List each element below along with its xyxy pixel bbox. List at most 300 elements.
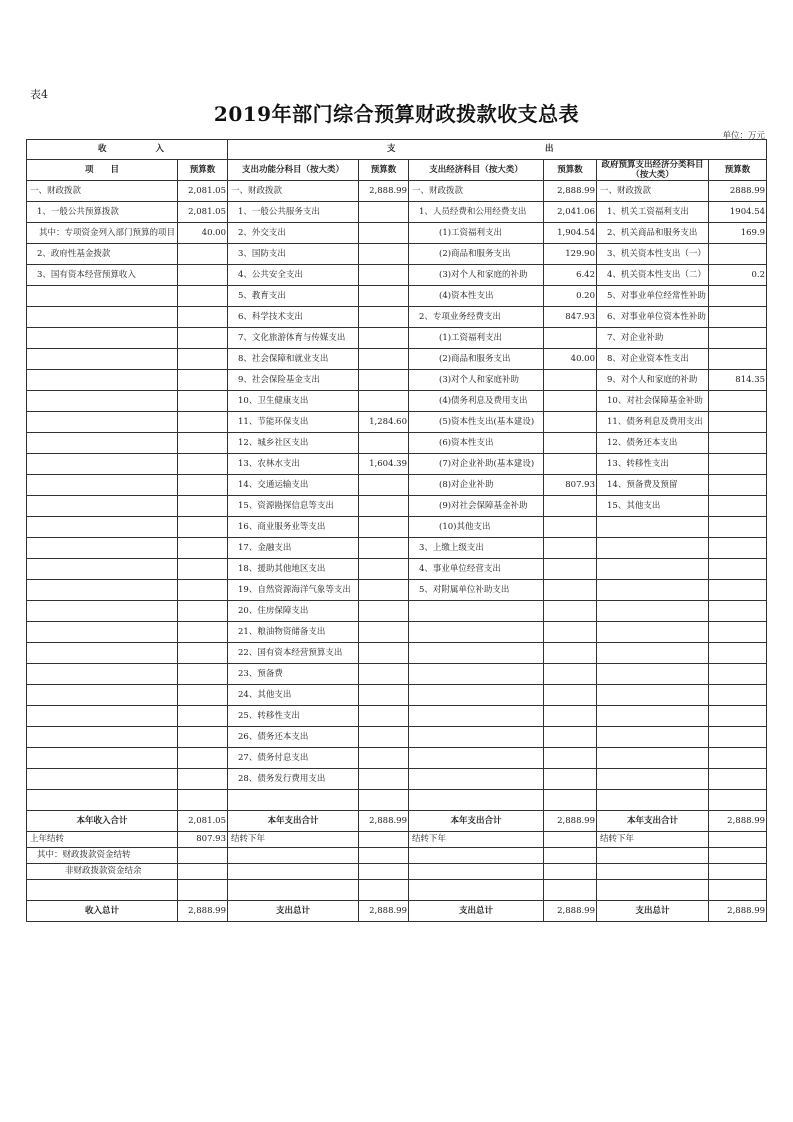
gov-item: 11、债务利息及费用支出 [597,412,709,433]
carry-income-item: 非财政拨款资金结余 [27,864,178,880]
func-value [359,265,409,286]
gov-value [709,790,767,811]
col-header-budget: 预算数 [544,160,597,181]
func-item: 20、住房保障支出 [228,601,359,622]
income-value [178,433,228,454]
income-item [27,643,178,664]
func-value [359,433,409,454]
col-header-budget: 预算数 [178,160,228,181]
carry-func-value [359,864,409,880]
gov-item: 8、对企业资本性支出 [597,349,709,370]
income-value [178,370,228,391]
gov-value: 0.2 [709,265,767,286]
econ-item: (8)对企业补助 [409,475,544,496]
income-value [178,454,228,475]
econ-value [544,559,597,580]
gov-item: 14、预备费及预留 [597,475,709,496]
econ-item [409,748,544,769]
econ-item: (9)对社会保障基金补助 [409,496,544,517]
table-row [27,580,767,601]
gov-value: 169.9 [709,223,767,244]
econ-value: 129.90 [544,244,597,265]
carry-gov-item [597,848,709,864]
income-value [178,706,228,727]
income-value: 2,081.05 [178,202,228,223]
income-value [178,307,228,328]
income-value [178,412,228,433]
gov-item [597,706,709,727]
func-value [359,223,409,244]
econ-value [544,433,597,454]
gov-item [597,727,709,748]
income-item [27,433,178,454]
carry-income-value: 807.93 [178,832,228,848]
func-item: 13、农林水支出 [228,454,359,475]
econ-item [409,643,544,664]
income-item [27,286,178,307]
income-item [27,727,178,748]
income-item [27,496,178,517]
gov-item [597,601,709,622]
income-value [178,559,228,580]
func-item: 10、卫生健康支出 [228,391,359,412]
gov-item: 2、机关商品和服务支出 [597,223,709,244]
income-item [27,769,178,790]
econ-value [544,538,597,559]
table-row [27,391,767,412]
income-value [178,769,228,790]
econ-value [544,664,597,685]
income-value [178,349,228,370]
econ-value [544,601,597,622]
econ-item [409,706,544,727]
blank-cell [597,880,709,901]
income-item [27,601,178,622]
econ-item: (2)商品和服务支出 [409,349,544,370]
income-value [178,580,228,601]
econ-item [409,685,544,706]
gov-value [709,391,767,412]
func-item: 4、公共安全支出 [228,265,359,286]
header-row-1 [27,140,767,160]
func-total-label: 支出总计 [228,901,359,922]
econ-item: (7)对企业补助(基本建设) [409,454,544,475]
gov-item: 1、机关工资福利支出 [597,202,709,223]
carry-row [27,832,767,848]
func-value [359,580,409,601]
carry-income-value [178,848,228,864]
col-header-budget: 预算数 [359,160,409,181]
income-value [178,601,228,622]
income-total-label: 本年收入合计 [27,811,178,832]
econ-value [544,412,597,433]
econ-value [544,454,597,475]
table-row [27,286,767,307]
table-row [27,664,767,685]
gov-value [709,559,767,580]
income-total-value: 2,888.99 [178,901,228,922]
carry-func-value [359,832,409,848]
func-item: 15、资源勘探信息等支出 [228,496,359,517]
budget-table [26,139,767,922]
income-value [178,790,228,811]
func-item: 27、债务付息支出 [228,748,359,769]
gov-total-value: 2,888.99 [709,811,767,832]
func-total-value: 2,888.99 [359,901,409,922]
gov-value [709,475,767,496]
table-row [27,538,767,559]
func-value [359,328,409,349]
gov-value [709,454,767,475]
income-value [178,286,228,307]
econ-value [544,370,597,391]
econ-value: 40.00 [544,349,597,370]
gov-value: 2888.99 [709,181,767,202]
econ-item [409,769,544,790]
econ-value: 1,904.54 [544,223,597,244]
year-total-row [27,811,767,832]
income-value [178,475,228,496]
func-item: 5、教育支出 [228,286,359,307]
col-header-budget: 预算数 [709,160,767,181]
carry-gov-value [709,848,767,864]
income-item: 一、财政拨款 [27,181,178,202]
func-item: 1、一般公共服务支出 [228,202,359,223]
func-value [359,286,409,307]
income-total-value: 2,081.05 [178,811,228,832]
func-item: 3、国防支出 [228,244,359,265]
func-item: 24、其他支出 [228,685,359,706]
income-item [27,517,178,538]
table-row [27,727,767,748]
func-item [228,790,359,811]
table-row [27,433,767,454]
gov-item [597,559,709,580]
func-item: 17、金融支出 [228,538,359,559]
gov-item: 5、对事业单位经常性补助 [597,286,709,307]
econ-item: (5)资本性支出(基本建设) [409,412,544,433]
func-value [359,706,409,727]
func-value [359,391,409,412]
income-item [27,622,178,643]
income-value [178,748,228,769]
gov-item [597,622,709,643]
gov-value [709,328,767,349]
gov-item [597,748,709,769]
econ-total-value: 2,888.99 [544,811,597,832]
gov-value [709,748,767,769]
func-item: 16、商业服务业等支出 [228,517,359,538]
table-number: 表4 [30,88,48,101]
func-item: 28、债务发行费用支出 [228,769,359,790]
func-item: 6、科学技术支出 [228,307,359,328]
carry-gov-value [709,864,767,880]
econ-item: (2)商品和服务支出 [409,244,544,265]
econ-total-value: 2,888.99 [544,901,597,922]
func-total-value: 2,888.99 [359,811,409,832]
income-header-char-1: 收 [98,144,107,154]
econ-item: (1)工资福利支出 [409,328,544,349]
func-value [359,769,409,790]
func-item: 23、预备费 [228,664,359,685]
gov-value [709,622,767,643]
gov-value: 1904.54 [709,202,767,223]
econ-item: (4)资本性支出 [409,286,544,307]
page-title: 2019年部门综合预算财政拨款收支总表 [213,102,580,126]
func-value [359,307,409,328]
table-row [27,202,767,223]
econ-total-label: 本年支出合计 [409,811,544,832]
func-value [359,748,409,769]
carry-econ-value [544,832,597,848]
econ-value [544,727,597,748]
econ-item: 4、事业单位经营支出 [409,559,544,580]
carry-econ-item [409,848,544,864]
econ-item: 2、专项业务经费支出 [409,307,544,328]
gov-value [709,496,767,517]
econ-item: (6)资本性支出 [409,433,544,454]
func-item: 一、财政拨款 [228,181,359,202]
expense-header-char-2: 出 [545,144,554,154]
income-group-header [27,140,228,160]
table-row [27,454,767,475]
income-value [178,685,228,706]
econ-item [409,727,544,748]
table-row [27,349,767,370]
func-value [359,475,409,496]
gov-value [709,706,767,727]
grand-total-row [27,901,767,922]
econ-value [544,769,597,790]
income-item [27,580,178,601]
gov-item [597,769,709,790]
income-value: 40.00 [178,223,228,244]
econ-value: 847.93 [544,307,597,328]
econ-value [544,622,597,643]
carry-gov-item: 结转下年 [597,832,709,848]
col-header-func: 支出功能分科目（按大类） [228,160,359,181]
econ-value [544,517,597,538]
gov-value [709,769,767,790]
blank-cell [359,880,409,901]
table-row [27,412,767,433]
income-value [178,244,228,265]
income-item [27,790,178,811]
gov-item [597,538,709,559]
func-item: 22、国有资本经营预算支出 [228,643,359,664]
blank-cell [544,880,597,901]
econ-item [409,664,544,685]
gov-value [709,727,767,748]
gov-total-label: 支出总计 [597,901,709,922]
econ-value: 6.42 [544,265,597,286]
gov-item: 10、对社会保障基金补助 [597,391,709,412]
func-item: 19、自然资源海洋气象等支出 [228,580,359,601]
econ-value [544,685,597,706]
func-item: 14、交通运输支出 [228,475,359,496]
income-item [27,538,178,559]
econ-value: 2,888.99 [544,181,597,202]
table-row [27,748,767,769]
econ-item: (3)对个人和家庭的补助 [409,265,544,286]
func-value [359,517,409,538]
econ-item [409,622,544,643]
carry-econ-value [544,864,597,880]
func-item: 12、城乡社区支出 [228,433,359,454]
blank-cell [27,880,178,901]
func-total-label: 本年支出合计 [228,811,359,832]
func-value: 2,888.99 [359,181,409,202]
income-item [27,328,178,349]
gov-value [709,580,767,601]
income-item: 其中：专项资金列入部门预算的项目 [27,223,178,244]
income-item [27,412,178,433]
func-value [359,202,409,223]
econ-value [544,748,597,769]
econ-item [409,601,544,622]
econ-total-label: 支出总计 [409,901,544,922]
income-item [27,748,178,769]
gov-value [709,433,767,454]
func-value [359,349,409,370]
income-item [27,559,178,580]
income-value [178,622,228,643]
table-row [27,307,767,328]
income-value [178,517,228,538]
blank-row [27,880,767,901]
func-item: 26、债务还本支出 [228,727,359,748]
func-value [359,538,409,559]
econ-value [544,496,597,517]
income-item [27,475,178,496]
table-row [27,181,767,202]
table-row [27,601,767,622]
table-row [27,559,767,580]
econ-item: 一、财政拨款 [409,181,544,202]
carry-func-item: 结转下年 [228,832,359,848]
carry-row [27,848,767,864]
gov-value [709,685,767,706]
income-value [178,265,228,286]
blank-cell [228,880,359,901]
gov-value: 814.35 [709,370,767,391]
income-item [27,370,178,391]
gov-item [597,580,709,601]
carry-econ-item: 结转下年 [409,832,544,848]
gov-value [709,349,767,370]
unit-label: 单位：万元 [722,131,765,141]
income-item: 3、国有资本经营预算收入 [27,265,178,286]
econ-value [544,328,597,349]
income-value [178,664,228,685]
func-item: 8、社会保障和就业支出 [228,349,359,370]
econ-value: 0.20 [544,286,597,307]
income-value [178,538,228,559]
gov-item: 一、财政拨款 [597,181,709,202]
gov-item: 3、机关资本性支出（一） [597,244,709,265]
econ-item: 1、人员经费和公用经费支出 [409,202,544,223]
econ-item: (1)工资福利支出 [409,223,544,244]
table-row [27,517,767,538]
func-item: 25、转移性支出 [228,706,359,727]
gov-item: 12、债务还本支出 [597,433,709,454]
table-row [27,370,767,391]
gov-item: 6、对事业单位资本性补助 [597,307,709,328]
income-item [27,685,178,706]
income-value: 2,081.05 [178,181,228,202]
econ-item: 5、对附属单位补助支出 [409,580,544,601]
gov-item: 9、对个人和家庭的补助 [597,370,709,391]
blank-cell [178,880,228,901]
func-value [359,664,409,685]
gov-value [709,286,767,307]
expense-group-header [228,140,767,160]
carry-func-item [228,864,359,880]
func-value [359,622,409,643]
econ-value: 807.93 [544,475,597,496]
econ-item: 3、上缴上级支出 [409,538,544,559]
carry-econ-item [409,864,544,880]
gov-item [597,664,709,685]
gov-value [709,412,767,433]
table-row [27,328,767,349]
gov-total-value: 2,888.99 [709,901,767,922]
blank-cell [409,880,544,901]
expense-header-char-1: 支 [387,144,396,154]
carry-func-item [228,848,359,864]
table-row [27,643,767,664]
econ-item: (3)对个人和家庭补助 [409,370,544,391]
func-value [359,685,409,706]
table-row [27,790,767,811]
gov-item: 7、对企业补助 [597,328,709,349]
table-row [27,244,767,265]
blank-cell [709,880,767,901]
carry-func-value [359,848,409,864]
func-item: 11、节能环保支出 [228,412,359,433]
gov-item [597,643,709,664]
income-value [178,328,228,349]
table-row [27,622,767,643]
gov-item: 4、机关资本性支出（二） [597,265,709,286]
econ-item: (10)其他支出 [409,517,544,538]
gov-value [709,244,767,265]
carry-income-item: 其中：财政拨款资金结转 [27,848,178,864]
func-value [359,496,409,517]
income-item [27,706,178,727]
col-header-econ: 支出经济科目（按大类） [409,160,544,181]
gov-value [709,643,767,664]
carry-gov-value [709,832,767,848]
func-item: 7、文化旅游体育与传媒支出 [228,328,359,349]
income-value [178,643,228,664]
income-total-label: 收入总计 [27,901,178,922]
econ-value [544,706,597,727]
header-row-2 [27,160,767,181]
table-row [27,685,767,706]
table-row [27,475,767,496]
econ-value: 2,041.06 [544,202,597,223]
income-item [27,664,178,685]
gov-item [597,790,709,811]
func-item: 21、粮油物资储备支出 [228,622,359,643]
gov-value [709,664,767,685]
table-row [27,769,767,790]
income-item [27,349,178,370]
econ-value [544,391,597,412]
func-value: 1,604.39 [359,454,409,475]
func-value [359,790,409,811]
